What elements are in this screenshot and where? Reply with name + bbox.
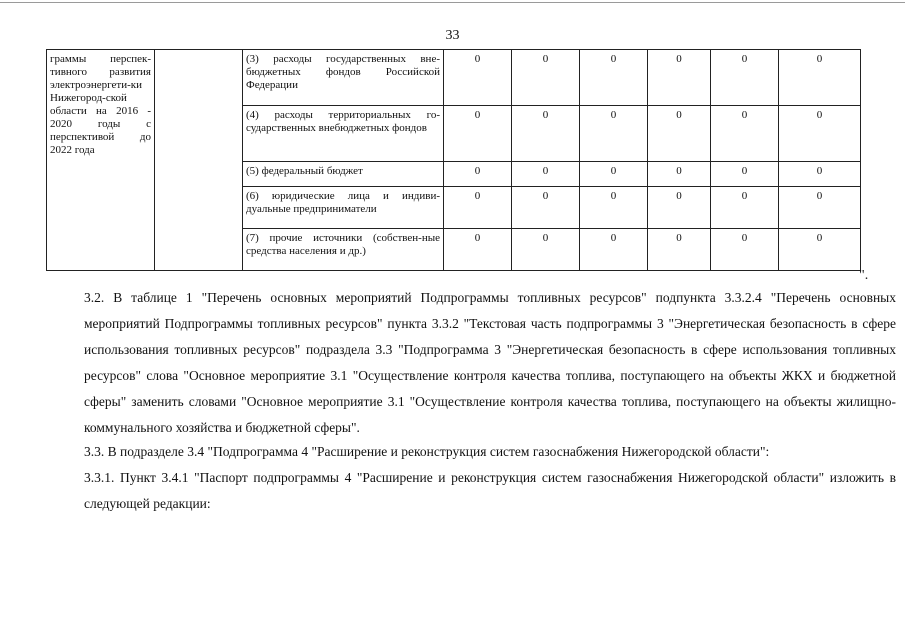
value-cell: 0 (444, 50, 512, 106)
value-cell: 0 (512, 50, 580, 106)
top-border-line (0, 2, 905, 3)
value-cell: 0 (779, 229, 861, 271)
value-cell: 0 (648, 50, 711, 106)
value-cell: 0 (444, 187, 512, 229)
value-cell: 0 (580, 229, 648, 271)
value-cell: 0 (580, 187, 648, 229)
value-cell: 0 (512, 106, 580, 162)
funding-table (46, 49, 861, 271)
value-cell: 0 (444, 229, 512, 271)
value-cell: 0 (512, 187, 580, 229)
value-cell: 0 (444, 162, 512, 187)
value-cell: 0 (779, 187, 861, 229)
value-cell: 0 (444, 106, 512, 162)
value-cell: 0 (711, 187, 779, 229)
page-number: 33 (445, 28, 460, 43)
funding-source-cell: (3) расходы государственных вне-бюджетных фондов Российской Федерации (243, 50, 444, 106)
value-cell: 0 (512, 229, 580, 271)
value-cell: 0 (648, 162, 711, 187)
value-cell: 0 (580, 106, 648, 162)
value-cell: 0 (711, 106, 779, 162)
funding-source-cell: (7) прочие источники (собствен-ные средства населения и др.) (243, 229, 444, 271)
empty-cell (155, 50, 243, 271)
value-cell: 0 (512, 162, 580, 187)
value-cell: 0 (648, 229, 711, 271)
funding-source-cell: (6) юридические лица и индиви-дуальные предприниматели (243, 187, 444, 229)
value-cell: 0 (711, 229, 779, 271)
value-cell: 0 (648, 187, 711, 229)
value-cell: 0 (779, 106, 861, 162)
paragraph-3-3-1: 3.3.1. Пункт 3.4.1 "Паспорт подпрограммы 4 "Расширение и реконструкция систем газоснабжения Нижегородской области" изложить в следующей редакции: (84, 470, 896, 511)
paragraph-3-2: 3.2. В таблице 1 "Перечень основных мероприятий Подпрограммы топливных ресурсов" подпункта 3.3.2.4 "Перечень основных мероприятий Подпрограммы топливных ресурсов" пункта 3.3.2 "Текстовая часть подпрограммы 3 "Энергетическая безопасность в сфере использования топливных ресурсов" подраздела 3.3 "Подпрограмма 3 "Энергетическая безопасность в сфере использования топливных ресурсов" слова "Основное мероприятие 3.1 "Осуществление контроля качества топлива, поступающего на объекты ЖКХ и бюджетной сферы" заменить словами "Основное мероприятие 3.1 "Осуществление контроля качества топлива, поступающего на объекты жилищно-коммунального хозяйства и бюджетной сферы". (84, 290, 896, 435)
program-name-cell: граммы перспек-тивного развития электроэнергети-ки Нижегород-ской области на 2016 - 2020 годы с перспективой до 2022 года (47, 50, 155, 271)
value-cell: 0 (711, 162, 779, 187)
funding-source-cell: (4) расходы территориальных го-сударственных внебюджетных фондов (243, 106, 444, 162)
paragraph-3-3: 3.3. В подразделе 3.4 "Подпрограмма 4 "Расширение и реконструкция систем газоснабжения Нижегородской области": (84, 444, 770, 459)
value-cell: 0 (779, 50, 861, 106)
funding-source-cell: (5) федеральный бюджет (243, 162, 444, 187)
value-cell: 0 (779, 162, 861, 187)
value-cell: 0 (648, 106, 711, 162)
value-cell: 0 (711, 50, 779, 106)
closing-quote: ". (859, 268, 869, 283)
value-cell: 0 (580, 162, 648, 187)
value-cell: 0 (580, 50, 648, 106)
